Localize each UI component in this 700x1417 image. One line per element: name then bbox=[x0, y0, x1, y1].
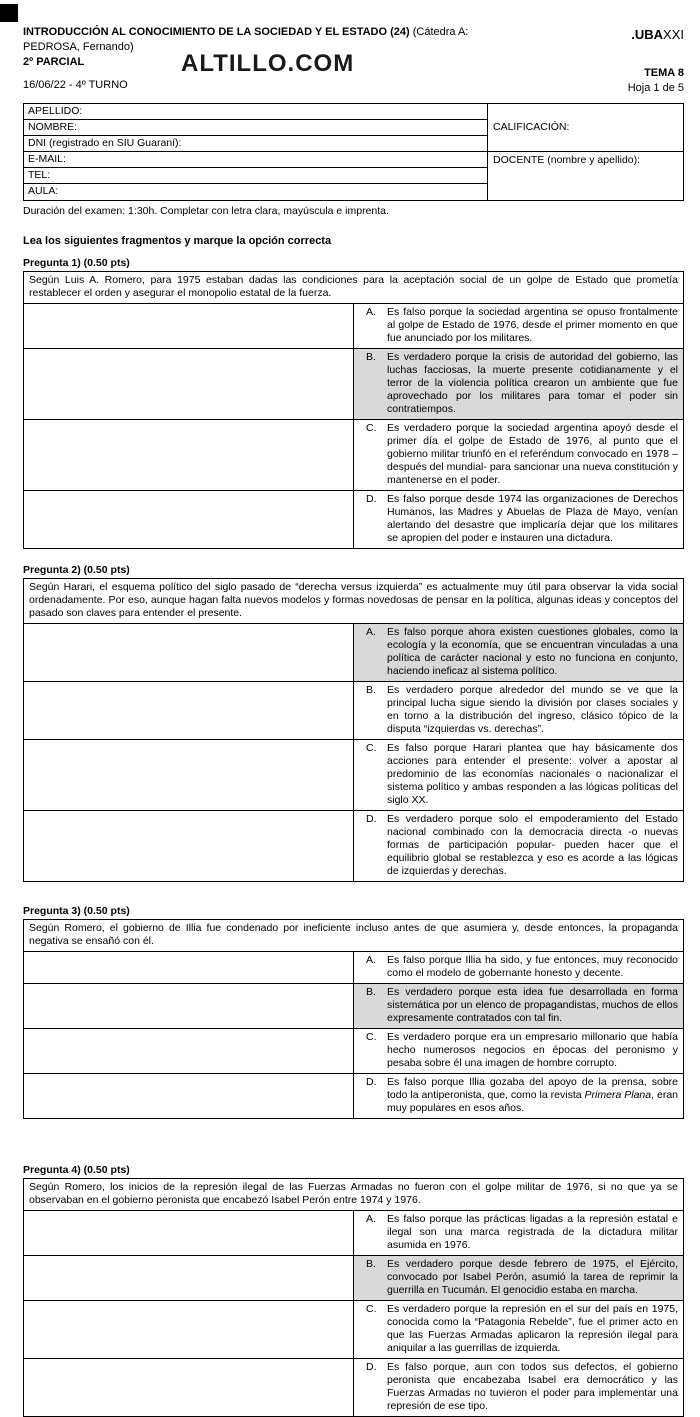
option-text bbox=[387, 1076, 678, 1115]
option-row bbox=[24, 1359, 684, 1417]
option-cell bbox=[354, 1029, 684, 1074]
option-row bbox=[24, 304, 684, 349]
option-letter: C. bbox=[366, 1031, 377, 1043]
answer-checkbox-cell bbox=[24, 1074, 354, 1119]
uba-logo-bold: .UBA bbox=[631, 27, 664, 42]
option-row bbox=[24, 811, 684, 882]
course-chair: (Cátedra A: PEDROSA, Fernando) bbox=[23, 26, 469, 53]
option-cell bbox=[354, 811, 684, 882]
option-text: Es verdadero porque desde febrero de 1975, el Ejército, convocado por Isabel Perón, asumió la tarea de reprimir la guerrilla en Tucumán. El genocidio estaba en marcha. bbox=[387, 1258, 678, 1296]
duration-note: Duración del examen: 1:30h. Completar con letra clara, mayúscula e imprenta. bbox=[23, 205, 389, 217]
option-letter: D. bbox=[366, 1076, 377, 1088]
question-table bbox=[23, 919, 684, 1119]
answer-checkbox-cell bbox=[24, 304, 354, 349]
option-cell bbox=[354, 984, 684, 1029]
question-block-4 bbox=[23, 1164, 684, 1417]
option-text: Es verdadero porque solo el empoderamiento del Estado nacional combinado con la democracia directa -o nuevas formas de participación popular- pueden hacer que el equilibrio global se restablezca y eso es acorde a las lógicas de izquierdas y derechas. bbox=[387, 813, 678, 877]
form-field-calificacion: CALIFICACIÓN: bbox=[488, 104, 683, 152]
option-row bbox=[24, 1301, 684, 1359]
option-text: Es falso porque ahora existen cuestiones globales, como la ecología y la economía, que se encuentran vinculadas a una política de carácter nacional y esto no funciona en conjunto, haciendo ineficaz al sistema político. bbox=[387, 626, 678, 677]
option-cell bbox=[354, 1359, 684, 1417]
answer-checkbox-cell bbox=[24, 811, 354, 882]
option-row bbox=[24, 740, 684, 811]
question-title: Pregunta 3) (0.50 pts) bbox=[23, 905, 130, 917]
option-text: Es falso porque Illia ha sido, y fue entonces, muy reconocido como el modelo de gobernante honesto y decente. bbox=[387, 954, 678, 979]
question-table bbox=[23, 1178, 684, 1417]
student-info-table bbox=[23, 103, 684, 201]
form-field-docente: DOCENTE (nombre y apellido): bbox=[493, 154, 641, 166]
uba-xxi-logo bbox=[631, 27, 684, 42]
option-cell bbox=[354, 1074, 684, 1119]
question-block-3 bbox=[23, 905, 684, 1119]
option-letter: C. bbox=[366, 742, 377, 754]
answer-checkbox-cell bbox=[24, 1301, 354, 1359]
option-cell bbox=[354, 349, 684, 420]
answer-checkbox-cell bbox=[24, 1211, 354, 1256]
option-text: Es falso porque las prácticas ligadas a la represión estatal e ilegal son una marca registrada de la dictadura militar asumida en 1976. bbox=[387, 1213, 678, 1251]
question-table bbox=[23, 578, 684, 882]
form-field-dni: DNI (registrado en SIU Guaraní): bbox=[24, 136, 488, 152]
option-row bbox=[24, 984, 684, 1029]
option-cell bbox=[354, 491, 684, 549]
option-letter: A. bbox=[366, 626, 376, 638]
option-row bbox=[24, 1211, 684, 1256]
answer-checkbox-cell bbox=[24, 1359, 354, 1417]
option-letter: D. bbox=[366, 493, 377, 505]
question-stem: Según Harari, el esquema político del siglo pasado de “derecha versus izquierda” es actualmente muy útil para observar la vida social ordenadamente. Por eso, aunque hagan falta nuevos modelos y formas novedosas de pensar en la política, algunas ideas y conceptos del pasado son claves para entender el presente. bbox=[24, 579, 684, 624]
answer-checkbox-cell bbox=[24, 624, 354, 682]
option-cell bbox=[354, 682, 684, 740]
tema-label: TEMA 8 bbox=[644, 67, 684, 79]
option-text-post: , eran muy populares en esos años. bbox=[387, 1089, 679, 1114]
magazine-title-italic: Primera Plana bbox=[584, 1089, 652, 1101]
option-cell bbox=[354, 1211, 684, 1256]
answer-checkbox-cell bbox=[24, 491, 354, 549]
option-cell bbox=[354, 1301, 684, 1359]
option-letter: B. bbox=[366, 684, 376, 696]
option-row bbox=[24, 682, 684, 740]
option-row bbox=[24, 1074, 684, 1119]
answer-checkbox-cell bbox=[24, 984, 354, 1029]
option-cell bbox=[354, 304, 684, 349]
answer-checkbox-cell bbox=[24, 952, 354, 984]
course-title: INTRODUCCIÓN AL CONOCIMIENTO DE LA SOCIEDAD Y EL ESTADO (24) bbox=[23, 26, 410, 38]
option-letter: B. bbox=[366, 351, 376, 363]
option-row bbox=[24, 624, 684, 682]
question-table bbox=[23, 271, 684, 549]
option-text: Es falso porque desde 1974 las organizaciones de Derechos Humanos, las Madres y Abuelas de Plaza de Mayo, venían alertando del desastre que implicaría dejar que los militares se apropien del poder e instauren una dictadura. bbox=[387, 493, 678, 544]
question-block-2 bbox=[23, 564, 684, 882]
option-text: Es verdadero porque esta idea fue desarrollada en forma sistemática por un elenco de propagandistas, muchos de ellos expresamente contratados con tal fin. bbox=[387, 986, 678, 1024]
form-field-apellido: APELLIDO: bbox=[24, 104, 488, 120]
option-text: Es verdadero porque alrededor del mundo se ve que la principal lucha sigue siendo la división por clases sociales y en torno a la distribución del ingreso, clásico tópico de la disputa “izquierdas vs. derechas”. bbox=[387, 684, 678, 735]
option-text: Es falso porque, aun con todos sus defectos, el gobierno peronista que encabezaba Isabel era democrático y las Fuerzas Armadas no tuvieron el poder para implementar una represión de ese tipo. bbox=[387, 1361, 678, 1412]
question-stem: Según Romero, el gobierno de Illia fue condenado por ineficiente incluso antes de que asumiera y, desde entonces, la propaganda negativa se ensañó con él. bbox=[24, 920, 684, 952]
option-row bbox=[24, 952, 684, 984]
option-cell bbox=[354, 420, 684, 491]
option-text-pre: Es falso porque Illia gozaba del apoyo de la prensa, sobre todo la antiperonista, que, como la revista bbox=[387, 1076, 678, 1101]
answer-checkbox-cell bbox=[24, 1029, 354, 1074]
answer-checkbox-cell bbox=[24, 349, 354, 420]
option-letter: C. bbox=[366, 422, 377, 434]
form-field-nombre: NOMBRE: bbox=[24, 120, 488, 136]
answer-checkbox-cell bbox=[24, 420, 354, 491]
option-text: Es verdadero porque la represión en el sur del país en 1975, conocida como la “Patagonia Rebelde”, fue el primer acto en que las Fuerzas Armadas aplicaron la represión ilegal para aniquilar a las guerrillas de izquierda. bbox=[387, 1303, 678, 1354]
option-text: Es verdadero porque la sociedad argentina apoyó desde el primer día el golpe de Estado de 1976, al punto que el gobierno militar triunfó en el referéndum convocado en 1978 –después del mundial- para sancionar una nueva constitución y mantenerse en el poder. bbox=[387, 422, 678, 486]
option-text: Es verdadero porque la crisis de autoridad del gobierno, las luchas facciosas, la muerte presente cotidianamente y el terror de la violencia política crearon un ambiente que fue aprovechado por los militares para tomar el poder sin contratiempos. bbox=[387, 351, 678, 415]
option-letter: B. bbox=[366, 1258, 376, 1270]
option-cell bbox=[354, 952, 684, 984]
option-row bbox=[24, 1029, 684, 1074]
question-title: Pregunta 2) (0.50 pts) bbox=[23, 564, 130, 576]
question-stem: Según Romero, los inicios de la represión ilegal de las Fuerzas Armadas no fueron con el golpe militar de 1976, si no que ya se observaban en el gobierno peronista que encabezó Isabel Perón entre 1974 y 1976. bbox=[24, 1179, 684, 1211]
exam-header bbox=[0, 0, 700, 103]
option-row bbox=[24, 491, 684, 549]
option-letter: A. bbox=[366, 1213, 376, 1225]
option-cell bbox=[354, 624, 684, 682]
option-row bbox=[24, 349, 684, 420]
question-block-1 bbox=[23, 257, 684, 549]
exam-date-turn: 16/06/22 - 4º TURNO bbox=[23, 79, 128, 91]
answer-checkbox-cell bbox=[24, 682, 354, 740]
answer-checkbox-cell bbox=[24, 1256, 354, 1301]
option-letter: D. bbox=[366, 1361, 377, 1373]
form-field-tel: TEL: bbox=[24, 168, 488, 184]
uba-logo-light: XXI bbox=[663, 27, 684, 42]
option-letter: A. bbox=[366, 954, 376, 966]
option-text: Es falso porque Harari plantea que hay básicamente dos acciones para entender el presente: volver a apostar al predominio de las economías nacionales o nacionalizar el sistema político y ambas responden a las lógicas políticas del siglo XX. bbox=[387, 742, 678, 806]
option-row bbox=[24, 420, 684, 491]
page-number-label: Hoja 1 de 5 bbox=[627, 82, 684, 94]
form-field-email: E-MAIL: bbox=[24, 152, 488, 168]
option-letter: C. bbox=[366, 1303, 377, 1315]
option-text: Es verdadero porque era un empresario millonario que había hecho numerosos negocios en épocas del peronismo y pesaba sobre él una imagen de hombre corrupto. bbox=[387, 1031, 678, 1069]
altillo-watermark: ALTILLO.COM bbox=[181, 50, 355, 77]
option-cell bbox=[354, 1256, 684, 1301]
exam-type-label: 2º PARCIAL bbox=[23, 56, 85, 68]
option-cell bbox=[354, 740, 684, 811]
instructions-heading: Lea los siguientes fragmentos y marque la opción correcta bbox=[23, 235, 332, 247]
answer-checkbox-cell bbox=[24, 740, 354, 811]
option-row bbox=[24, 1256, 684, 1301]
option-text: Es falso porque la sociedad argentina se opuso frontalmente al golpe de Estado de 1976, desde el primer momento en que fue anunciado por los militares. bbox=[387, 306, 678, 344]
option-letter: B. bbox=[366, 986, 376, 998]
option-letter: D. bbox=[366, 813, 377, 825]
form-field-aula: AULA: bbox=[24, 184, 488, 200]
question-title: Pregunta 4) (0.50 pts) bbox=[23, 1164, 130, 1176]
question-stem: Según Luis A. Romero, para 1975 estaban dadas las condiciones para la aceptación social de un golpe de Estado que prometía restablecer el orden y asegurar el monopolio estatal de la fuerza. bbox=[24, 272, 684, 304]
option-letter: A. bbox=[366, 306, 376, 318]
question-title: Pregunta 1) (0.50 pts) bbox=[23, 257, 130, 269]
